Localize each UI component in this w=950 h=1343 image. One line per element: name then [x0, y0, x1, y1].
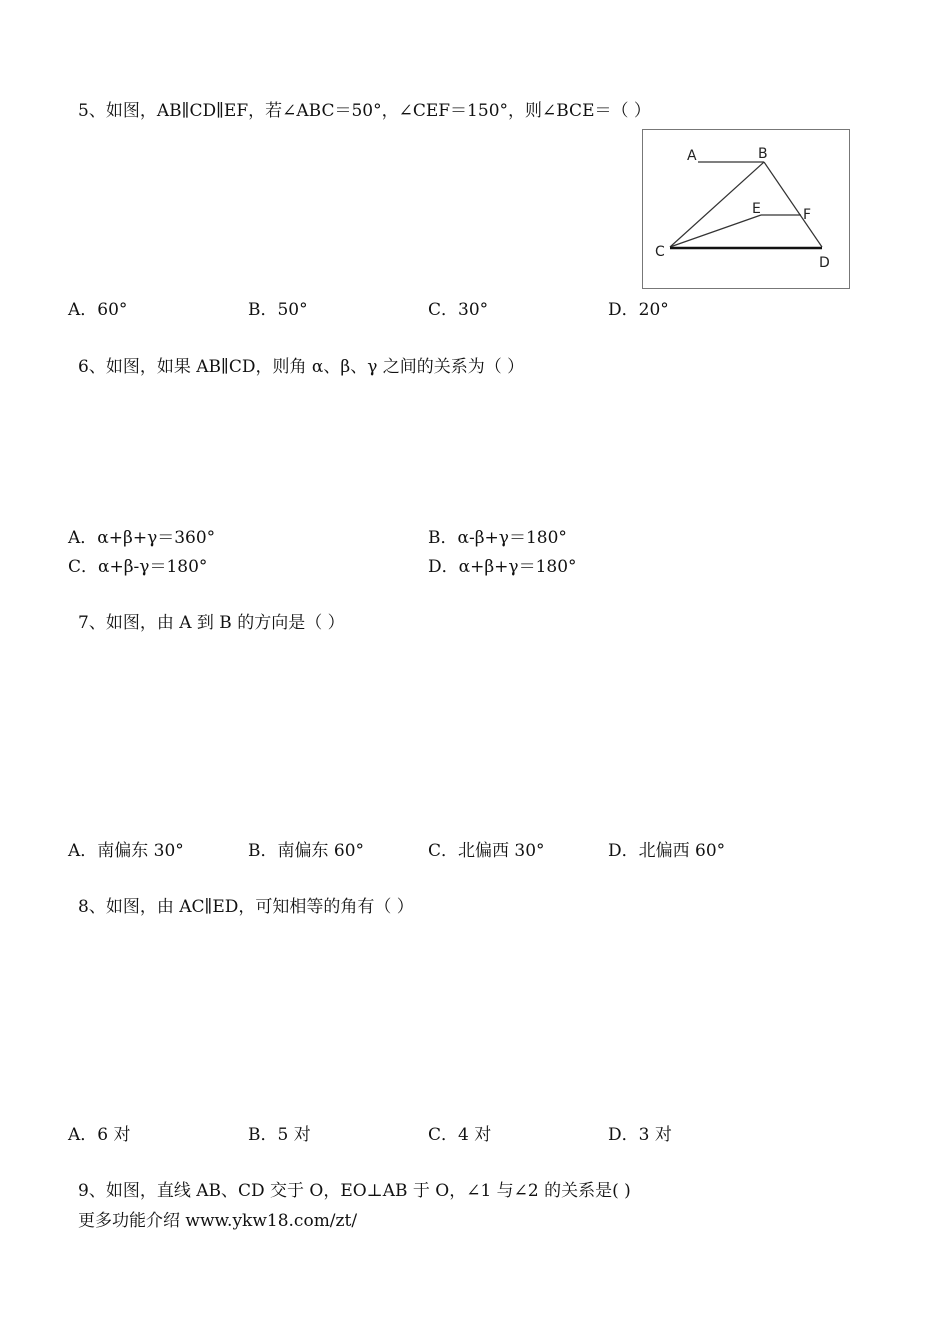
line-bc [670, 162, 764, 247]
line-ce [670, 215, 761, 247]
label-f: F [803, 207, 812, 223]
question-6-text: 6、如图，如果 AB∥CD，则角 α、β、γ 之间的关系为（ ） [78, 357, 525, 377]
label-c: C [655, 244, 665, 260]
label-a: A [687, 148, 697, 164]
question-7-text: 7、如图，由 A 到 B 的方向是（ ） [78, 613, 345, 633]
question-9-text: 9、如图，直线 AB、CD 交于 O，EO⊥AB 于 O，∠1 与∠2 的关系是( ) [78, 1181, 631, 1201]
q8-option-c[interactable]: C．4 对 [428, 1125, 492, 1145]
footer-link-text[interactable]: 更多功能介绍 www.ykw18.com/zt/ [78, 1211, 358, 1231]
q7-option-b[interactable]: B．南偏东 60° [248, 841, 365, 861]
q6-option-d[interactable]: D．α+β+γ＝180° [428, 557, 577, 577]
q6-option-b[interactable]: B．α-β+γ＝180° [428, 528, 567, 548]
label-d: D [819, 255, 830, 271]
q7-option-c[interactable]: C．北偏西 30° [428, 841, 545, 861]
q7-option-a[interactable]: A．南偏东 30° [68, 841, 184, 861]
question-8-text: 8、如图，由 AC∥ED，可知相等的角有（ ） [78, 897, 414, 917]
q6-option-a[interactable]: A．α+β+γ＝360° [68, 528, 216, 548]
q5-option-d[interactable]: D．20° [608, 300, 669, 320]
label-b: B [758, 146, 768, 162]
q8-option-d[interactable]: D．3 对 [608, 1125, 672, 1145]
parallel-lines-diagram [643, 130, 849, 288]
label-e: E [752, 201, 761, 217]
q7-option-d[interactable]: D．北偏西 60° [608, 841, 726, 861]
line-bd [764, 162, 822, 247]
q8-option-b[interactable]: B．5 对 [248, 1125, 311, 1145]
q6-option-c[interactable]: C．α+β-γ＝180° [68, 557, 208, 577]
q8-option-a[interactable]: A．6 对 [68, 1125, 131, 1145]
q5-option-c[interactable]: C．30° [428, 300, 489, 320]
question-5-text: 5、如图，AB∥CD∥EF，若∠ABC＝50°，∠CEF＝150°，则∠BCE＝（ ） [78, 101, 651, 121]
question-5-figure [642, 129, 850, 289]
q5-option-b[interactable]: B．50° [248, 300, 308, 320]
q5-option-a[interactable]: A．60° [68, 300, 128, 320]
